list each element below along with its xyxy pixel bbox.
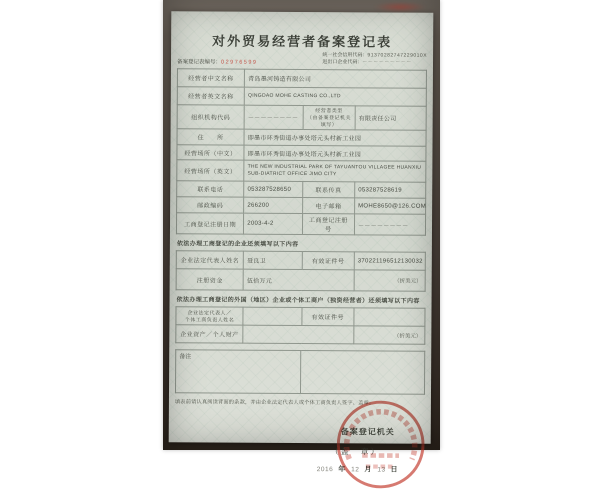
seal-here-hint: （盖 章） <box>330 447 381 457</box>
field-value: 053287528650 <box>244 181 303 197</box>
table-row <box>175 350 424 395</box>
field-label: 经营者中文名称 <box>177 69 244 87</box>
field-value: 053287528619 <box>355 182 426 198</box>
table-row <box>176 213 425 236</box>
field-value: 2003-4-2 <box>244 213 303 234</box>
table-row <box>176 251 425 271</box>
main-info-table <box>176 68 427 236</box>
serial-number-line <box>177 57 258 65</box>
field-value <box>354 308 425 326</box>
field-label: 经营场所（英文） <box>177 160 244 181</box>
field-value: 266200 <box>244 197 303 213</box>
date-year-value: 2016 <box>316 466 334 474</box>
table-row <box>177 181 426 199</box>
field-value: MOHE8650@126.COM <box>355 198 426 214</box>
foreign-rep-label-line1: 企业法定代表人／ <box>187 309 232 317</box>
date-year-unit: 年 <box>338 466 347 474</box>
field-value: 有限责任公司 <box>355 106 426 130</box>
field-label: 住 所 <box>177 129 244 145</box>
authority-label: 备案登记机关 <box>340 427 395 437</box>
field-label: 工商登记注册日期 <box>176 213 243 234</box>
table-row <box>177 197 426 215</box>
table-row <box>177 69 426 89</box>
table-row <box>176 325 425 345</box>
table-row <box>177 129 426 147</box>
field-value <box>243 325 354 344</box>
field-value: －－－－－－－－ <box>354 214 425 235</box>
field-value: 370221196512130032 <box>354 252 425 270</box>
codes-block <box>322 52 427 67</box>
authority-block <box>175 409 425 463</box>
field-label: 组织机构代码 <box>177 105 244 129</box>
ie-code-label: 进出口企业代码： <box>322 59 363 66</box>
domestic-enterprise-table <box>176 250 426 292</box>
field-label: 联系电话 <box>177 181 244 197</box>
field-label <box>303 106 355 130</box>
remarks-table <box>175 349 425 395</box>
field-value: THE NEW INDUSTRIAL PARK OF TAYUANTOU VILLAGEE HUANXIU SUB-DIATRICT OFFICE JIMO CITY <box>244 160 426 182</box>
usd-conversion-hint: （折美元） <box>354 270 425 291</box>
field-value: －－－－－－－－ <box>244 105 303 129</box>
form-title: 对外贸易经营者备案登记表 <box>212 33 393 50</box>
date-month-unit: 月 <box>364 466 373 474</box>
field-value: 青岛墨河铸造有限公司 <box>245 69 427 88</box>
field-label: 注册资金 <box>176 269 243 290</box>
remarks-empty-cell <box>300 350 425 394</box>
form-header-row <box>177 51 427 67</box>
official-seal <box>334 398 427 491</box>
field-value: 聂良卫 <box>243 251 302 269</box>
operator-type-sublabel: （由备案登记机关填写） <box>306 115 352 129</box>
field-label: 有效证件号 <box>302 308 354 326</box>
field-label: 有效证件号 <box>302 252 354 270</box>
field-value: 即墨市环秀街道办事处塔元头村新工业园 <box>244 145 426 161</box>
table-row <box>176 307 425 327</box>
registration-form-paper <box>169 11 434 474</box>
footer-instruction-note: 填表前请认真阅读背面的条款，并由企业法定代表人或个体工商负责人签字、盖章。 <box>174 399 375 407</box>
section1-title: 依法办理工商登记的企业还须填写以下内容 <box>176 241 299 248</box>
table-row <box>177 160 426 183</box>
table-row <box>177 105 426 131</box>
field-label: 邮政编码 <box>177 197 244 213</box>
remarks-label-cell: 备注 <box>175 350 300 394</box>
field-label: 企业资产／个人财产 <box>176 325 243 343</box>
date-day-value: 13 <box>377 466 386 474</box>
field-label: 工商登记注册号 <box>302 214 354 235</box>
seal-graphic <box>334 398 427 491</box>
serial-value: 02976599 <box>221 59 258 66</box>
credit-code-label: 统一社会信用代码： <box>322 52 368 59</box>
table-row <box>176 269 425 292</box>
field-label: 联系传真 <box>302 182 354 198</box>
field-value: 即墨市环秀街道办事处塔元头村新工业园 <box>244 129 426 146</box>
field-label: 经营者英文名称 <box>177 87 244 105</box>
field-label: 经营场所（中文） <box>177 145 244 160</box>
foreign-rep-label-line2: 个体工商负责人姓名 <box>184 316 235 324</box>
document-photo <box>163 0 440 474</box>
field-value: QINGDAO MOHE CASTING CO.,LTD <box>244 87 426 106</box>
date-day-unit: 日 <box>390 466 399 474</box>
table-row <box>177 145 426 162</box>
field-value <box>243 307 302 325</box>
operator-type-label: 经营者类型 <box>315 108 343 115</box>
field-label: 电子邮箱 <box>302 198 354 214</box>
field-label: 企业法定代表人姓名 <box>176 251 243 269</box>
red-stamp-smudge <box>374 2 426 12</box>
foreign-enterprise-table <box>175 306 425 345</box>
ie-code-value: －－－－－－－－－ <box>362 59 412 66</box>
usd-conversion-hint: （折美元） <box>354 326 425 344</box>
credit-code-value: 91370282747229010X <box>367 52 428 59</box>
field-value: 伍拾万元 <box>243 269 354 291</box>
field-label <box>176 307 243 325</box>
table-row <box>177 87 426 107</box>
section2-title: 依法办理工商登记的外国（地区）企业或个体工商户（独资经营者）还须填写以下内容 <box>176 297 420 305</box>
serial-label: 备案登记表编号： <box>176 59 222 66</box>
date-month-value: 12 <box>351 466 360 474</box>
